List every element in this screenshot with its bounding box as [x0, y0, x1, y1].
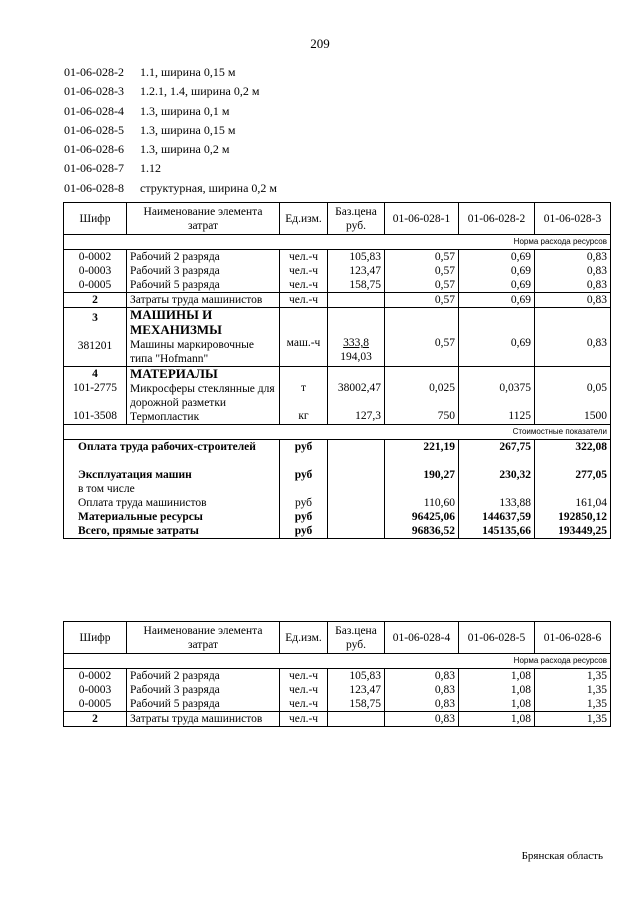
cost-subheader-row: [64, 425, 611, 440]
norm-label: Норма расхода ресурсов: [64, 235, 611, 250]
resource-table-1: [63, 202, 611, 539]
norm-label: Норма расхода ресурсов: [64, 654, 611, 669]
row-value: 1,35: [535, 712, 611, 727]
row-unit: чел.-ч чел.-ч чел.-ч: [280, 250, 328, 293]
cost-value: 267,75 230,32 133,88 144637,59 145135,66: [459, 440, 535, 539]
row-value: 0,69: [459, 293, 535, 308]
row-unit: чел.-ч: [280, 712, 328, 727]
header-col3: 01-06-028-3: [535, 203, 611, 235]
code-list-item: [64, 159, 277, 178]
table-row: [64, 440, 611, 539]
code: 01-06-028-8: [64, 180, 124, 195]
table-row: [64, 293, 611, 308]
row-code: 0-0002 0-0003 0-0005: [64, 669, 127, 712]
header-col3: 01-06-028-6: [535, 622, 611, 654]
code-description: 1.1, ширина 0,15 м: [140, 65, 236, 79]
row-price: 105,83 123,47 158,75: [328, 250, 385, 293]
row-value: 0,83 0,83 0,83: [535, 250, 611, 293]
code-list-item: [64, 82, 277, 101]
table-row: [64, 250, 611, 293]
row-value: 0,69: [459, 308, 535, 367]
row-price: 333,8 194,03: [328, 308, 385, 367]
header-col2: 01-06-028-2: [459, 203, 535, 235]
row-price: [328, 293, 385, 308]
row-code: 2: [64, 712, 127, 727]
row-price: 38002,47 127,3: [328, 367, 385, 425]
table-row: [64, 669, 611, 712]
row-name: Затраты труда машинистов: [127, 712, 280, 727]
code-list-item: [64, 179, 277, 198]
row-code: 3 381201: [64, 308, 127, 367]
row-value: 0,05 1500: [535, 367, 611, 425]
row-name: Затраты труда машинистов: [127, 293, 280, 308]
row-value: 1,08 1,08 1,08: [459, 669, 535, 712]
table-row: [64, 308, 611, 367]
header-col1: 01-06-028-4: [385, 622, 459, 654]
header-col1: 01-06-028-1: [385, 203, 459, 235]
norm-subheader-row: [64, 654, 611, 669]
code-description: 1.3, ширина 0,1 м: [140, 103, 230, 118]
header-unit: Ед.изм.: [280, 203, 328, 235]
code-description: 1.2.1, 1.4, ширина 0,2 м: [140, 84, 260, 99]
row-value: 0,83: [535, 293, 611, 308]
cost-price: [328, 440, 385, 539]
row-code: 0-0002 0-0003 0-0005: [64, 250, 127, 293]
row-value: 0,83 0,83 0,83: [385, 669, 459, 712]
code: 01-06-028-3: [64, 84, 124, 99]
row-value: 0,69 0,69 0,69: [459, 250, 535, 293]
header-name: Наименование элемента затрат: [127, 203, 280, 235]
cost-unit: руб руб руб руб руб: [280, 440, 328, 539]
header-price: Баз.цена руб.: [328, 622, 385, 654]
code-description: 1.12: [140, 161, 161, 176]
cost-name: Оплата труда рабочих-строителей Эксплуатация машин в том числе Оплата труда машинистов Материальные ресурсы Всего, прямые затраты: [64, 440, 280, 539]
footer-region: Брянская область: [521, 850, 603, 862]
code-list: [64, 63, 277, 198]
row-value: 0,025 750: [385, 367, 459, 425]
code: 01-06-028-5: [64, 122, 124, 137]
code-list-item: [64, 121, 277, 140]
code-list-item: [64, 63, 277, 82]
header-row: [64, 622, 611, 654]
header-code: Шифр: [64, 622, 127, 654]
row-unit: чел.-ч: [280, 293, 328, 308]
cost-label: Стоимостные показатели: [64, 425, 611, 440]
row-name: МАШИНЫ И МЕХАНИЗМЫ Машины маркировочные типа "Hofmann": [127, 308, 280, 367]
header-unit: Ед.изм.: [280, 622, 328, 654]
header-col2: 01-06-028-5: [459, 622, 535, 654]
header-name: Наименование элемента затрат: [127, 622, 280, 654]
table-row: [64, 367, 611, 425]
row-unit: маш.-ч: [280, 308, 328, 367]
header-row: [64, 203, 611, 235]
code: 01-06-028-6: [64, 142, 124, 157]
page-number: 209: [310, 36, 330, 51]
code-list-item: [64, 140, 277, 159]
code-description: 1.3, ширина 0,2 м: [140, 142, 230, 157]
table-row: [64, 712, 611, 727]
code-list-item: [64, 102, 277, 121]
row-name: Рабочий 2 разряда Рабочий 3 разряда Рабочий 5 разряда: [127, 250, 280, 293]
row-unit: т кг: [280, 367, 328, 425]
row-value: 0,57: [385, 293, 459, 308]
row-value: 0,57 0,57 0,57: [385, 250, 459, 293]
code: 01-06-028-2: [64, 65, 124, 79]
code: 01-06-028-7: [64, 161, 124, 176]
header-code: Шифр: [64, 203, 127, 235]
row-value: 0,83: [385, 712, 459, 727]
row-value: 0,83: [535, 308, 611, 367]
row-price: 105,83 123,47 158,75: [328, 669, 385, 712]
row-price: [328, 712, 385, 727]
code: 01-06-028-4: [64, 103, 124, 118]
row-unit: чел.-ч чел.-ч чел.-ч: [280, 669, 328, 712]
cost-value: 322,08 277,05 161,04 192850,12 193449,25: [535, 440, 611, 539]
header-price: Баз.цена руб.: [328, 203, 385, 235]
cost-value: 221,19 190,27 110,60 96425,06 96836,52: [385, 440, 459, 539]
norm-subheader-row: [64, 235, 611, 250]
row-value: 0,0375 1125: [459, 367, 535, 425]
row-code: 2: [64, 293, 127, 308]
code-description: 1.3, ширина 0,15 м: [140, 122, 236, 137]
row-value: 0,57: [385, 308, 459, 367]
row-value: 1,35 1,35 1,35: [535, 669, 611, 712]
row-code: 4 101-2775 101-3508: [64, 367, 127, 425]
row-value: 1,08: [459, 712, 535, 727]
row-name: Рабочий 2 разряда Рабочий 3 разряда Рабочий 5 разряда: [127, 669, 280, 712]
resource-table-2: [63, 621, 611, 727]
code-description: структурная, ширина 0,2 м: [140, 180, 278, 195]
row-name: МАТЕРИАЛЫ Микросферы стеклянные для дорожной разметки Термопластик: [127, 367, 280, 425]
